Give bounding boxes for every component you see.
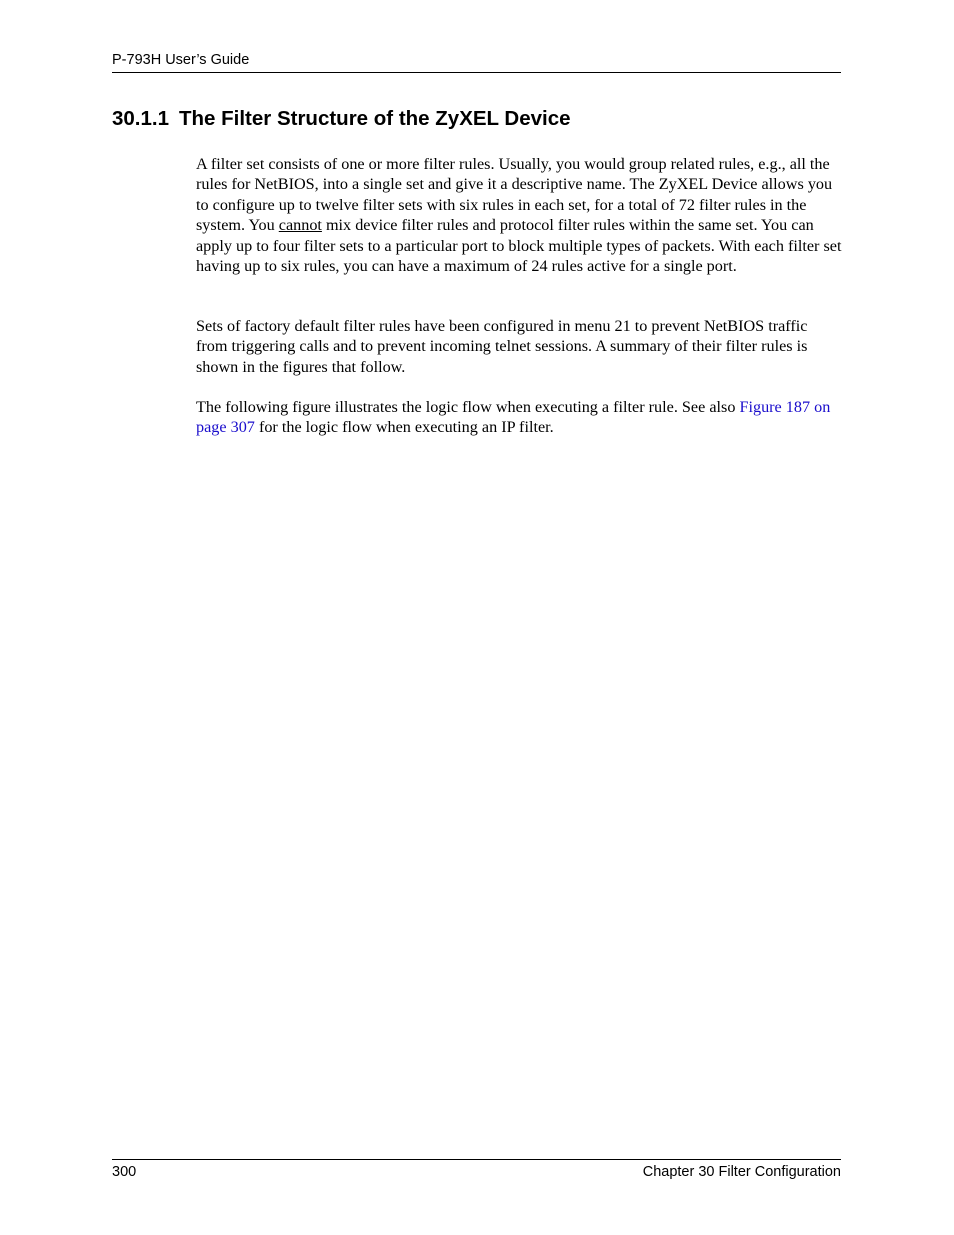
guide-title: P-793H User’s Guide: [112, 52, 250, 68]
emphasis-text: cannot: [278, 216, 322, 235]
paragraph-filter-sets: [196, 154, 842, 276]
paragraph-text: The following figure illustrates the logic flow when executing a filter rule. See also: [196, 398, 740, 416]
paragraph-logic-flow: [196, 397, 842, 438]
paragraph-default-rules: [196, 316, 842, 377]
figure-link[interactable]: Figure 187 on page 307: [196, 398, 831, 437]
page-footer: [112, 1159, 841, 1182]
paragraph-text: for the logic flow when executing an IP filter.: [254, 418, 554, 437]
paragraph-text: mix device filter rules and protocol filter rules within the same set. You can apply up to four filter sets to a particular port to block multiple types of packets. With each filter set having up to six rules, you can have a maximum of 24 rules active for a single port.: [196, 216, 842, 276]
paragraph-text: Sets of factory default filter rules have been configured in menu 21 to prevent NetBIOS traffic from triggering calls and to prevent incoming telnet sessions. A summary of their filter rules is shown in the figures that follow.: [196, 317, 808, 376]
paragraph-text: A filter set consists of one or more filter rules. Usually, you would group related rules, e.g., all the rules for NetBIOS, into a single set and give it a descriptive name. The ZyXEL Device allows you to configure up to twelve filter sets with six rules in each set, for a total of 72 filter rules in the system. You: [196, 155, 833, 235]
section-heading: [112, 105, 571, 133]
section-number: 30.1.1: [112, 107, 169, 130]
section-title: The Filter Structure of the ZyXEL Device: [179, 107, 571, 130]
page-number: 300: [112, 1164, 137, 1180]
chapter-title: Chapter 30 Filter Configuration: [642, 1164, 841, 1180]
page-header: [112, 50, 841, 73]
